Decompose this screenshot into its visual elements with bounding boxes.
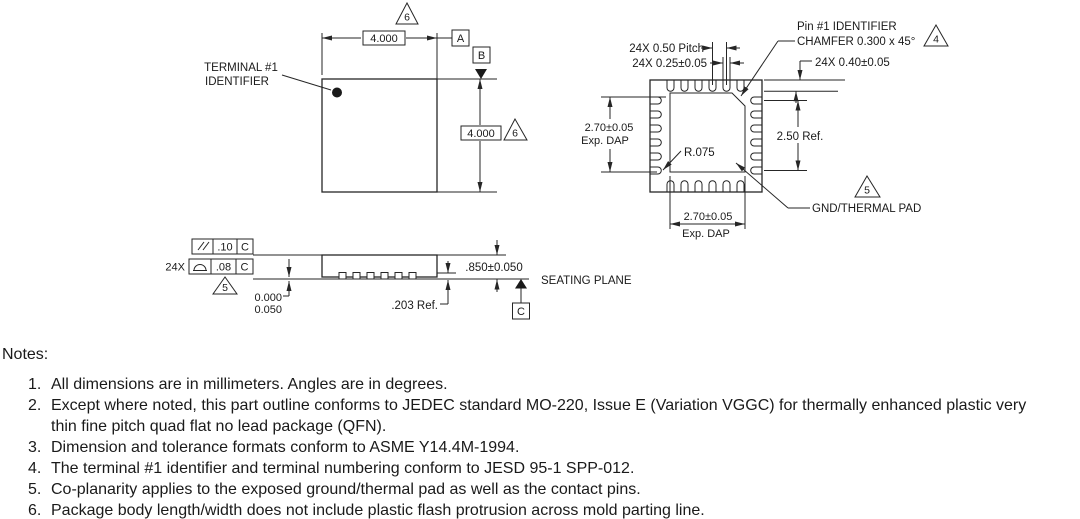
note-text: Dimension and tolerance formats conform to ASME Y14.4M-1994. xyxy=(51,439,520,456)
thermal-pad-label: GND/THERMAL PAD xyxy=(812,203,922,215)
corner-radius-callout xyxy=(663,147,715,170)
note-flag-6-width xyxy=(396,3,418,24)
pin1-label-line1: Pin #1 IDENTIFIER xyxy=(797,21,897,33)
datum-a xyxy=(452,30,469,46)
package-top-view xyxy=(204,3,527,192)
width-dimension xyxy=(322,31,452,79)
standoff-min-value: 0.000 xyxy=(254,292,282,304)
note-flag-5-coplanarity xyxy=(213,277,237,294)
pad-span-dimension xyxy=(764,101,823,171)
datum-c xyxy=(513,279,530,319)
pitch-dim-value: 24X 0.50 Pitch xyxy=(629,43,704,55)
width-dim-value: 4.000 xyxy=(370,33,398,45)
svg-text:5: 5 xyxy=(222,282,228,294)
notes-title: Notes: xyxy=(2,346,49,363)
note-item-4 xyxy=(28,458,1072,479)
terminal1-identifier-dot xyxy=(332,88,342,98)
terminal1-label-line1: TERMINAL #1 xyxy=(204,62,278,74)
svg-text:5: 5 xyxy=(864,184,870,197)
note-number: 6. xyxy=(28,502,42,519)
parallelism-control-frame xyxy=(192,239,253,254)
datum-c-label: C xyxy=(517,306,525,318)
datum-b xyxy=(473,47,490,79)
notes-section xyxy=(2,344,1072,519)
note-number: 2. xyxy=(28,397,42,414)
pad-span-value: 2.50 Ref. xyxy=(776,131,824,143)
note-number: 4. xyxy=(28,460,42,477)
note-item-2 xyxy=(28,395,1072,437)
note-number: 1. xyxy=(28,376,42,393)
package-bottom-view xyxy=(581,21,948,240)
height-dimension xyxy=(437,79,501,192)
note-number: 3. xyxy=(28,439,42,456)
dap-height-value: 2.70±0.05 xyxy=(584,122,634,134)
note-text: Package body length/width does not include plastic flash protrusion across mold parting line. xyxy=(51,502,705,519)
note-flag-5-thermal xyxy=(855,176,880,197)
note-item-1 xyxy=(28,374,1072,395)
standoff-max-value: 0.050 xyxy=(254,304,282,316)
note-text: All dimensions are in millimeters. Angles are in degrees. xyxy=(51,376,448,393)
datum-b-target-triangle xyxy=(475,69,487,79)
package-height-dimension xyxy=(437,240,523,292)
note-text: Co-planarity applies to the exposed ground/thermal pad as well as the contact pins. xyxy=(51,481,641,498)
note-number: 5. xyxy=(28,481,42,498)
terminal-pads-right xyxy=(751,97,762,174)
note-flag-6-height xyxy=(504,119,527,140)
seating-plane-label: SEATING PLANE xyxy=(541,275,632,287)
pad-width-dim-value: 24X 0.25±0.05 xyxy=(632,58,707,70)
thermal-pad-outline xyxy=(670,93,745,172)
lead-thickness-dimension xyxy=(391,261,456,312)
standoff-dimension xyxy=(254,259,289,316)
parallelism-tolerance: .10 xyxy=(217,241,233,254)
corner-radius-value: R.075 xyxy=(684,147,715,159)
terminal-pads-left xyxy=(650,97,661,174)
note-item-6 xyxy=(28,500,1072,519)
lead-thickness-value: .203 Ref. xyxy=(391,300,438,312)
dap-height-dimension xyxy=(581,97,666,172)
svg-text:6: 6 xyxy=(512,127,518,140)
terminal-pads-bottom xyxy=(667,181,744,192)
pad-length-dimension xyxy=(764,57,890,103)
terminal-pads-top xyxy=(667,80,744,91)
terminal-leads-side xyxy=(339,273,416,280)
datum-b-label: B xyxy=(477,50,486,62)
pad-length-dim-value: 24X 0.40±0.05 xyxy=(815,57,890,69)
note-text: The terminal #1 identifier and terminal numbering conform to JESD 95-1 SPP-012. xyxy=(51,460,635,477)
thermal-pad-callout xyxy=(736,163,921,215)
terminal1-label-line2: IDENTIFIER xyxy=(205,76,269,88)
leader-line xyxy=(282,75,331,90)
height-dim-value: 4.000 xyxy=(467,128,495,140)
note-flag-4 xyxy=(924,25,948,46)
package-height-value: .850±0.050 xyxy=(465,262,523,274)
datum-a-label: A xyxy=(456,33,465,45)
coplanarity-datum-ref: C xyxy=(240,261,249,274)
svg-text:6: 6 xyxy=(404,11,410,24)
coplanarity-count: 24X xyxy=(165,261,185,274)
note-item-3 xyxy=(28,437,1072,458)
note-text: Except where noted, this part outline conforms to JEDEC standard MO-220, Issue E (Variation VGGC) for thermally enhanced plastic very thin fine pitch quad flat no lead package (QFN). xyxy=(51,397,1027,435)
dap-height-label: Exp. DAP xyxy=(581,135,629,147)
package-side-view xyxy=(165,239,631,319)
datum-c-triangle xyxy=(515,279,527,289)
dap-width-label: Exp. DAP xyxy=(682,228,730,240)
dap-width-value: 2.70±0.05 xyxy=(683,211,733,223)
coplanarity-tolerance: .08 xyxy=(215,261,232,274)
note-item-5 xyxy=(28,479,1072,500)
pin1-label-line2: CHAMFER 0.300 x 45° xyxy=(797,36,916,48)
terminal1-identifier-label xyxy=(204,62,331,90)
coplanarity-control-frame xyxy=(165,259,253,274)
svg-text:4: 4 xyxy=(933,33,939,46)
parallelism-datum-ref: C xyxy=(241,241,249,254)
